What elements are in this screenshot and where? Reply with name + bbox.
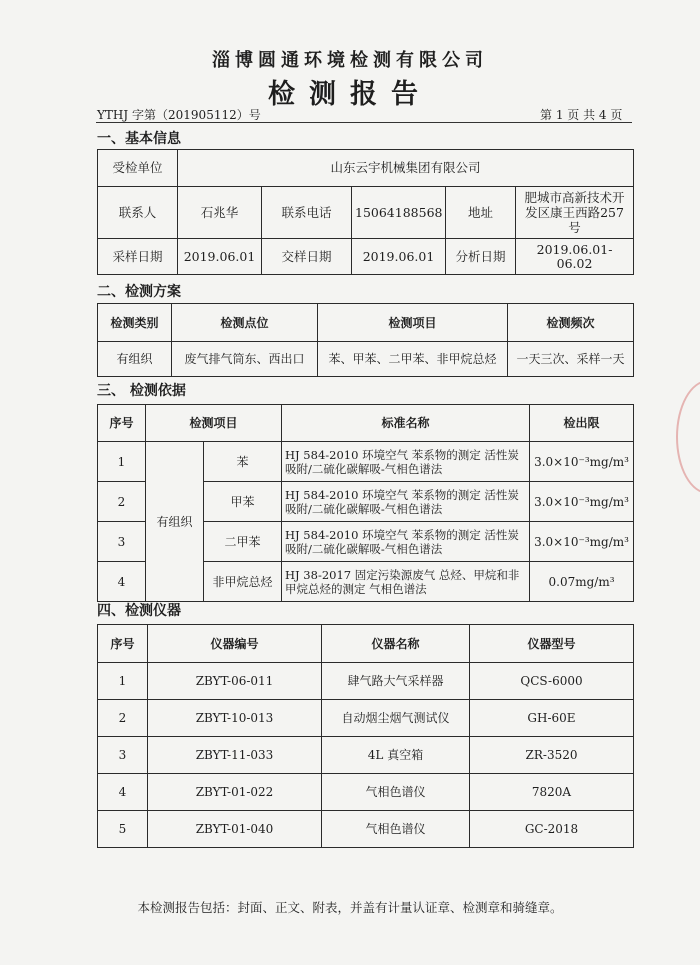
basis-standard: HJ 584-2010 环境空气 苯系物的测定 活性炭吸附/二硫化碳解吸-气相色谱法: [282, 482, 530, 522]
address-value: 肥城市高新技术开发区康王西路257号: [516, 187, 634, 239]
basis-category: 有组织: [146, 442, 204, 602]
header-divider: [96, 122, 632, 123]
delivery-date-label: 交样日期: [262, 239, 352, 275]
basis-limit: 3.0×10⁻³mg/m³: [530, 442, 634, 482]
basis-header-no: 序号: [98, 405, 146, 442]
basis-limit: 3.0×10⁻³mg/m³: [530, 482, 634, 522]
instrument-id: ZBYT-10-013: [148, 700, 322, 737]
contact-value: 石兆华: [178, 187, 262, 239]
basis-item: 甲苯: [204, 482, 282, 522]
table-row: [98, 663, 634, 700]
phone-label: 联系电话: [262, 187, 352, 239]
instrument-no: 2: [98, 700, 148, 737]
instrument-id: ZBYT-06-011: [148, 663, 322, 700]
contact-label: 联系人: [98, 187, 178, 239]
instrument-model: QCS-6000: [470, 663, 634, 700]
basis-no: 2: [98, 482, 146, 522]
instrument-header-no: 序号: [98, 625, 148, 663]
basis-standard: HJ 584-2010 环境空气 苯系物的测定 活性炭吸附/二硫化碳解吸-气相色谱法: [282, 522, 530, 562]
instrument-no: 3: [98, 737, 148, 774]
phone-value: 15064188568: [352, 187, 446, 239]
table-row: [98, 811, 634, 848]
analysis-date-value: 2019.06.01-06.02: [516, 239, 634, 275]
basis-standard: HJ 38-2017 固定污染源废气 总烃、甲烷和非甲烷总烃的测定 气相色谱法: [282, 562, 530, 602]
instrument-header-model: 仪器型号: [470, 625, 634, 663]
instrument-name: 气相色谱仪: [322, 811, 470, 848]
table-row: [98, 700, 634, 737]
instrument-no: 1: [98, 663, 148, 700]
plan-header-items: 检测项目: [318, 304, 508, 342]
instrument-name: 4L 真空箱: [322, 737, 470, 774]
seam-seal: [676, 380, 700, 494]
section-plan-title: 二、检测方案: [97, 284, 181, 300]
basis-no: 3: [98, 522, 146, 562]
plan-header-frequency: 检测频次: [508, 304, 634, 342]
plan-frequency: 一天三次、采样一天: [508, 342, 634, 377]
instrument-no: 4: [98, 774, 148, 811]
basis-table: [97, 404, 634, 602]
section-basis-title: 三、 检测依据: [97, 383, 186, 399]
basis-standard: HJ 584-2010 环境空气 苯系物的测定 活性炭吸附/二硫化碳解吸-气相色谱法: [282, 442, 530, 482]
plan-header-location: 检测点位: [172, 304, 318, 342]
instrument-model: 7820A: [470, 774, 634, 811]
basis-header-item: 检测项目: [146, 405, 282, 442]
client-value: 山东云宇机械集团有限公司: [178, 150, 634, 187]
page-info: 第 1 页 共 4 页: [540, 108, 623, 122]
instrument-no: 5: [98, 811, 148, 848]
basis-header-limit: 检出限: [530, 405, 634, 442]
report-title: 检测报告: [268, 79, 432, 110]
company-name: 淄博圆通环境检测有限公司: [212, 50, 488, 71]
instrument-model: GC-2018: [470, 811, 634, 848]
basis-no: 1: [98, 442, 146, 482]
basis-item: 苯: [204, 442, 282, 482]
sampling-date-label: 采样日期: [98, 239, 178, 275]
plan-items: 苯、甲苯、二甲苯、非甲烷总烃: [318, 342, 508, 377]
instrument-name: 气相色谱仪: [322, 774, 470, 811]
instrument-model: GH-60E: [470, 700, 634, 737]
table-row: [98, 442, 634, 482]
instrument-name: 肆气路大气采样器: [322, 663, 470, 700]
client-label: 受检单位: [98, 150, 178, 187]
instrument-header-name: 仪器名称: [322, 625, 470, 663]
basis-header-standard: 标准名称: [282, 405, 530, 442]
plan-table: [97, 303, 634, 377]
basis-limit: 0.07mg/m³: [530, 562, 634, 602]
plan-location: 废气排气筒东、西出口: [172, 342, 318, 377]
basis-no: 4: [98, 562, 146, 602]
report-number: YTHJ 字第（201905112）号: [97, 108, 261, 122]
footer-note: 本检测报告包括：封面、正文、附表，并盖有计量认证章、检测章和骑缝章。: [137, 900, 563, 915]
section-basic-info-title: 一、基本信息: [97, 131, 181, 147]
basis-item: 非甲烷总烃: [204, 562, 282, 602]
basis-item: 二甲苯: [204, 522, 282, 562]
section-instruments-title: 四、检测仪器: [97, 603, 181, 619]
table-row: [98, 774, 634, 811]
address-label: 地址: [446, 187, 516, 239]
plan-header-category: 检测类别: [98, 304, 172, 342]
delivery-date-value: 2019.06.01: [352, 239, 446, 275]
instrument-header-id: 仪器编号: [148, 625, 322, 663]
instrument-id: ZBYT-01-022: [148, 774, 322, 811]
table-row: [98, 737, 634, 774]
basic-info-table: [97, 149, 634, 275]
instrument-name: 自动烟尘烟气测试仪: [322, 700, 470, 737]
basis-limit: 3.0×10⁻³mg/m³: [530, 522, 634, 562]
sampling-date-value: 2019.06.01: [178, 239, 262, 275]
plan-category: 有组织: [98, 342, 172, 377]
instrument-id: ZBYT-11-033: [148, 737, 322, 774]
instrument-id: ZBYT-01-040: [148, 811, 322, 848]
instrument-model: ZR-3520: [470, 737, 634, 774]
instruments-table: [97, 624, 634, 848]
analysis-date-label: 分析日期: [446, 239, 516, 275]
